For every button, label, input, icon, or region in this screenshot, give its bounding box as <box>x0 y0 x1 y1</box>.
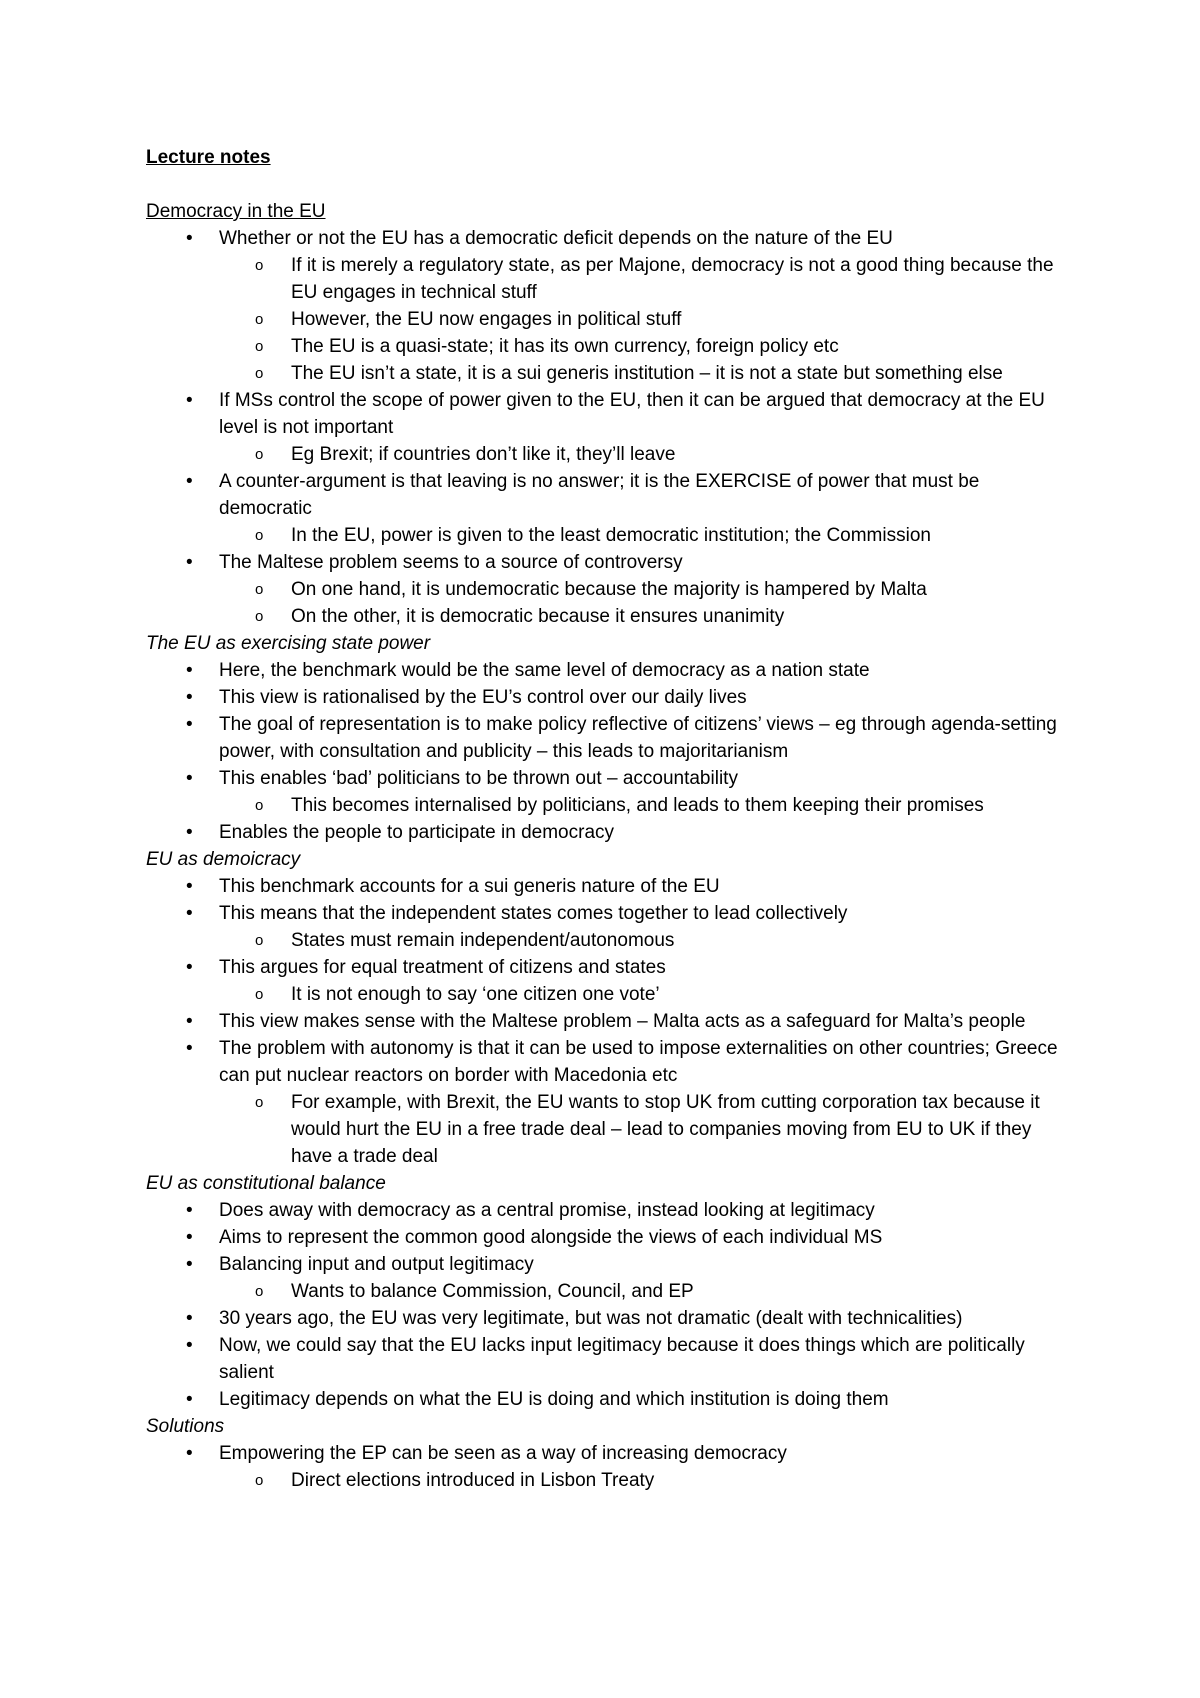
sub-list-item <box>219 1278 1066 1305</box>
list-item-text: This view is rationalised by the EU’s control over our daily lives <box>219 687 747 708</box>
list-item-text: Empowering the EP can be seen as a way of increasing democracy <box>219 1443 787 1464</box>
list-item <box>146 1440 1066 1494</box>
sub-bullet-list <box>219 1467 1066 1494</box>
bullet-dot-icon: • <box>186 471 193 492</box>
bullet-dot-icon: • <box>186 660 193 681</box>
list-item <box>146 1251 1066 1305</box>
section <box>146 198 1066 630</box>
section-heading: EU as demoicracy <box>146 849 301 870</box>
document-title: Lecture notes <box>146 147 271 168</box>
sub-list-item-text: Eg Brexit; if countries don’t like it, they’ll leave <box>291 444 676 465</box>
sub-bullet-list <box>219 252 1066 387</box>
section-heading: Democracy in the EU <box>146 201 326 222</box>
list-item-text: 30 years ago, the EU was very legitimate, but was not dramatic (dealt with technicalities) <box>219 1308 963 1329</box>
bullet-dot-icon: • <box>186 822 193 843</box>
bullet-list <box>146 225 1066 630</box>
list-item <box>146 765 1066 819</box>
bullet-dot-icon: • <box>186 876 193 897</box>
bullet-circle-icon: o <box>255 932 264 949</box>
bullet-dot-icon: • <box>186 957 193 978</box>
list-item <box>146 225 1066 387</box>
list-item-text: Aims to represent the common good alongside the views of each individual MS <box>219 1227 883 1248</box>
bullet-dot-icon: • <box>186 714 193 735</box>
list-item <box>146 1224 1066 1251</box>
sub-list-item-text: On one hand, it is undemocratic because the majority is hampered by Malta <box>291 579 927 600</box>
list-item-text: This enables ‘bad’ politicians to be thrown out – accountability <box>219 768 738 789</box>
bullet-list <box>146 1440 1066 1494</box>
list-item-text: Enables the people to participate in democracy <box>219 822 615 843</box>
sub-list-item <box>219 603 1066 630</box>
list-item <box>146 657 1066 684</box>
list-item <box>146 684 1066 711</box>
document-body <box>146 144 1066 1494</box>
bullet-circle-icon: o <box>255 986 264 1003</box>
list-item-text: Balancing input and output legitimacy <box>219 1254 534 1275</box>
sub-bullet-list <box>219 1278 1066 1305</box>
bullet-list <box>146 1197 1066 1413</box>
list-item-text: This benchmark accounts for a sui generis nature of the EU <box>219 876 720 897</box>
section <box>146 630 1066 846</box>
bullet-circle-icon: o <box>255 797 264 814</box>
list-item <box>146 1035 1066 1170</box>
sub-list-item-text: It is not enough to say ‘one citizen one vote’ <box>291 984 660 1005</box>
sub-list-item <box>219 792 1066 819</box>
sub-bullet-list <box>219 927 1066 954</box>
bullet-dot-icon: • <box>186 1038 193 1059</box>
sub-list-item-text: The EU isn’t a state, it is a sui generis institution – it is not a state but something else <box>291 363 1003 384</box>
sub-bullet-list <box>219 441 1066 468</box>
list-item <box>146 1008 1066 1035</box>
bullet-circle-icon: o <box>255 608 264 625</box>
sub-bullet-list <box>219 576 1066 630</box>
section-heading: EU as constitutional balance <box>146 1173 386 1194</box>
section <box>146 1170 1066 1413</box>
list-item-text: This view makes sense with the Maltese problem – Malta acts as a safeguard for Malta’s people <box>219 1011 1026 1032</box>
section <box>146 846 1066 1170</box>
sub-list-item-text: The EU is a quasi-state; it has its own currency, foreign policy etc <box>291 336 839 357</box>
sub-bullet-list <box>219 981 1066 1008</box>
bullet-dot-icon: • <box>186 1227 193 1248</box>
bullet-dot-icon: • <box>186 1335 193 1356</box>
sub-list-item <box>219 1089 1066 1170</box>
bullet-list <box>146 873 1066 1170</box>
bullet-circle-icon: o <box>255 338 264 355</box>
sub-bullet-list <box>219 522 1066 549</box>
list-item-text: This means that the independent states comes together to lead collectively <box>219 903 848 924</box>
list-item <box>146 954 1066 1008</box>
bullet-circle-icon: o <box>255 257 264 274</box>
bullet-dot-icon: • <box>186 552 193 573</box>
bullet-circle-icon: o <box>255 581 264 598</box>
sub-list-item-text: States must remain independent/autonomous <box>291 930 675 951</box>
bullet-circle-icon: o <box>255 365 264 382</box>
section-heading: Solutions <box>146 1416 225 1437</box>
bullet-dot-icon: • <box>186 1254 193 1275</box>
list-item <box>146 1305 1066 1332</box>
sub-list-item <box>219 360 1066 387</box>
sub-list-item <box>219 441 1066 468</box>
sub-list-item-text: If it is merely a regulatory state, as per Majone, democracy is not a good thing because the EU engages in technical stuff <box>291 255 1054 303</box>
list-item <box>146 1386 1066 1413</box>
bullet-dot-icon: • <box>186 1200 193 1221</box>
list-item-text: The goal of representation is to make policy reflective of citizens’ views – eg through agenda-setting power, with consultation and publicity – this leads to majoritarianism <box>219 714 1057 762</box>
sub-list-item-text: This becomes internalised by politicians, and leads to them keeping their promises <box>291 795 984 816</box>
bullet-dot-icon: • <box>186 768 193 789</box>
sub-list-item <box>219 927 1066 954</box>
list-item <box>146 711 1066 765</box>
bullet-dot-icon: • <box>186 1308 193 1329</box>
list-item <box>146 549 1066 630</box>
bullet-dot-icon: • <box>186 1443 193 1464</box>
sub-list-item <box>219 981 1066 1008</box>
section <box>146 1413 1066 1494</box>
bullet-dot-icon: • <box>186 1389 193 1410</box>
list-item <box>146 900 1066 954</box>
sub-list-item-text: For example, with Brexit, the EU wants to stop UK from cutting corporation tax because it would hurt the EU in a free trade deal – lead to companies moving from EU to UK if they have a trade deal <box>291 1092 1040 1167</box>
list-item-text: Legitimacy depends on what the EU is doing and which institution is doing them <box>219 1389 889 1410</box>
sub-list-item <box>219 522 1066 549</box>
sub-list-item-text: Wants to balance Commission, Council, and EP <box>291 1281 694 1302</box>
sub-list-item <box>219 333 1066 360</box>
sub-list-item-text: In the EU, power is given to the least democratic institution; the Commission <box>291 525 931 546</box>
bullet-dot-icon: • <box>186 687 193 708</box>
list-item-text: This argues for equal treatment of citizens and states <box>219 957 666 978</box>
bullet-circle-icon: o <box>255 527 264 544</box>
list-item <box>146 387 1066 468</box>
section-heading: The EU as exercising state power <box>146 633 431 654</box>
list-item <box>146 873 1066 900</box>
bullet-circle-icon: o <box>255 446 264 463</box>
list-item-text: The problem with autonomy is that it can be used to impose externalities on other countries; Greece can put nuclear reactors on border with Macedonia etc <box>219 1038 1058 1086</box>
bullet-circle-icon: o <box>255 311 264 328</box>
list-item <box>146 468 1066 549</box>
bullet-dot-icon: • <box>186 390 193 411</box>
bullet-dot-icon: • <box>186 1011 193 1032</box>
sub-list-item <box>219 576 1066 603</box>
list-item-text: Now, we could say that the EU lacks input legitimacy because it does things which are politically salient <box>219 1335 1025 1383</box>
bullet-circle-icon: o <box>255 1472 264 1489</box>
bullet-circle-icon: o <box>255 1094 264 1111</box>
list-item <box>146 1332 1066 1386</box>
bullet-list <box>146 657 1066 846</box>
list-item <box>146 1197 1066 1224</box>
list-item <box>146 819 1066 846</box>
sub-list-item <box>219 306 1066 333</box>
list-item-text: A counter-argument is that leaving is no answer; it is the EXERCISE of power that must be democratic <box>219 471 980 519</box>
list-item-text: Here, the benchmark would be the same level of democracy as a nation state <box>219 660 870 681</box>
list-item-text: Whether or not the EU has a democratic deficit depends on the nature of the EU <box>219 228 893 249</box>
sub-bullet-list <box>219 1089 1066 1170</box>
bullet-dot-icon: • <box>186 903 193 924</box>
list-item-text: Does away with democracy as a central promise, instead looking at legitimacy <box>219 1200 875 1221</box>
sub-list-item-text: On the other, it is democratic because it ensures unanimity <box>291 606 785 627</box>
sub-list-item <box>219 1467 1066 1494</box>
bullet-dot-icon: • <box>186 228 193 249</box>
list-item-text: The Maltese problem seems to a source of controversy <box>219 552 683 573</box>
sub-list-item-text: However, the EU now engages in political stuff <box>291 309 682 330</box>
sections-container <box>146 198 1066 1494</box>
list-item-text: If MSs control the scope of power given to the EU, then it can be argued that democracy at the EU level is not important <box>219 390 1045 438</box>
sub-list-item-text: Direct elections introduced in Lisbon Treaty <box>291 1470 655 1491</box>
sub-bullet-list <box>219 792 1066 819</box>
sub-list-item <box>219 252 1066 306</box>
bullet-circle-icon: o <box>255 1283 264 1300</box>
